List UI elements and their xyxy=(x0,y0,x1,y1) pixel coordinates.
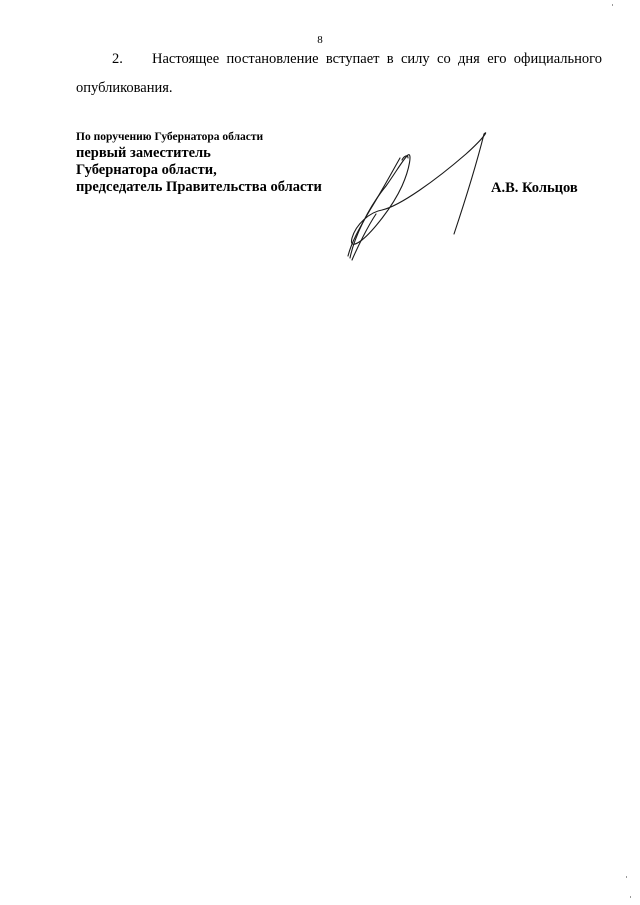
signature-line-position1: первый заместитель xyxy=(76,145,211,161)
scan-mark-bottom xyxy=(626,876,627,878)
handwritten-signature-icon xyxy=(340,128,500,264)
signature-line-position3: председатель Правительства области xyxy=(76,179,322,195)
scan-mark-top xyxy=(612,4,613,6)
clause-paragraph xyxy=(76,45,602,103)
clause-text-line1: Настоящее постановление вступает в силу со дня его официального xyxy=(152,51,602,67)
signature-line-position2: Губернатора области, xyxy=(76,162,217,178)
clause-first-line xyxy=(76,45,602,74)
scan-mark-bottom2 xyxy=(630,896,631,898)
page-number: 8 xyxy=(317,34,323,46)
clause-text-line2: опубликования. xyxy=(76,80,173,96)
clause-number: 2. xyxy=(112,51,123,67)
signature-block xyxy=(76,129,322,196)
signer-name: А.В. Кольцов xyxy=(491,180,578,196)
signature-line-authority: По поручению Губернатора области xyxy=(76,131,264,143)
